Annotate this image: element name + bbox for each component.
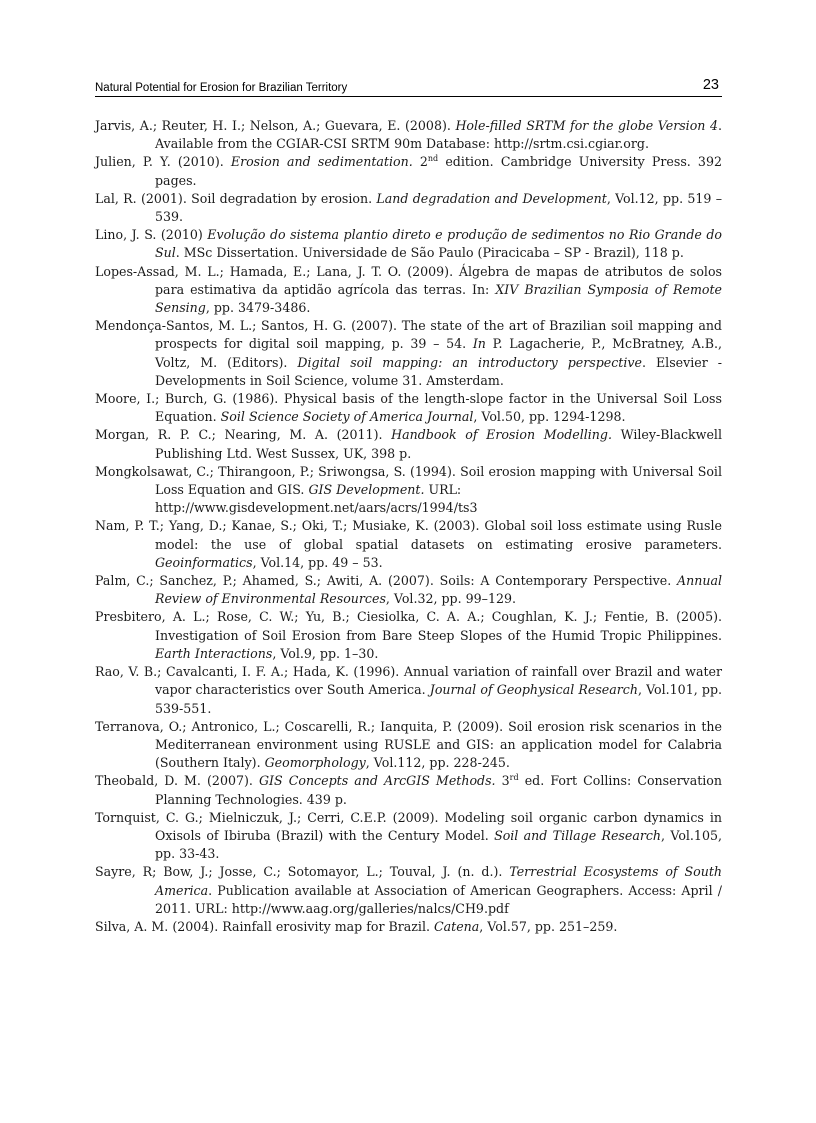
reference-entry (95, 718, 722, 773)
reference-text: . MSc Dissertation. Universidade de São Paulo (Piracicaba – SP - Brazil), 118 p. (175, 245, 684, 261)
reference-text: P. Lagacherie, P., McBratney, A.B., Voltz, M. (Editors). (155, 336, 722, 370)
reference-text: . Elsevier - Developments in Soil Science, volume 31. Amsterdam. (155, 354, 722, 388)
reference-italic-text: Annual Review of Environmental Resources (155, 573, 722, 607)
page-header (95, 78, 722, 97)
reference-italic-text: Land degradation and Development (376, 190, 607, 206)
reference-list (95, 117, 722, 936)
reference-entry (95, 190, 722, 226)
reference-italic-text: Geomorphology (264, 755, 366, 771)
reference-text: Mendonça-Santos, M. L.; Santos, H. G. (2007). The state of the art of Brazilian soil mapping and prospects for digital soil mapping, p. 39 – 54. (95, 318, 722, 352)
reference-text: Theobald, D. M. (2007). (95, 773, 259, 789)
reference-text: Rao, V. B.; Cavalcanti, I. F. A.; Hada, K. (1996). Annual variation of rainfall over Brazil and water vapor characteristics over South America. (95, 664, 722, 698)
reference-italic-text: GIS Development. (308, 482, 425, 498)
reference-italic-text: XIV Brazilian Symposia of Remote Sensing (155, 281, 722, 316)
reference-text: http://www.gisdevelopment.net/aars/acrs/1994/ts3 (155, 500, 478, 516)
reference-text: , pp. 3479-3486. (205, 300, 311, 316)
reference-text: , Vol.105, pp. 33-43. (155, 827, 722, 862)
reference-italic-text: Handbook of Erosion Modelling. (391, 427, 612, 443)
reference-text: 3 (495, 773, 510, 789)
reference-text: Presbitero, A. L.; Rose, C. W.; Yu, B.; Ciesiolka, C. A. A.; Coughlan, K. J.; Fentie, B. (2005). Investigation of Soil Erosion from Bare Steep Slopes of the Humid Tropic Philippines. (95, 609, 722, 643)
reference-superscript: rd (509, 773, 519, 783)
running-title: Natural Potential for Erosion for Brazilian Territory (95, 82, 348, 94)
reference-text: ed. Fort Collins: Conservation Planning Technologies. 439 p. (155, 773, 722, 807)
reference-italic-text: GIS Concepts and ArcGIS Methods. (258, 773, 496, 789)
reference-text: , Vol.32, pp. 99–129. (385, 591, 516, 607)
reference-entry (95, 608, 722, 663)
reference-text: , Vol.112, pp. 228-245. (365, 755, 510, 771)
reference-entry (95, 517, 722, 572)
reference-entry (95, 809, 722, 864)
reference-entry (95, 863, 722, 918)
reference-text: Wiley-Blackwell Publishing Ltd. West Sussex, UK, 398 p. (155, 427, 722, 461)
reference-italic-text: Soil and Tillage Research (494, 827, 662, 843)
reference-text: . Publication available at Association of American Geographers. Access: April / 2011. URL: http://www.aag.org/galleries/nalcs/CH9.pdf (155, 882, 722, 916)
reference-text: Lino, J. S. (2010) (95, 227, 208, 243)
reference-entry (95, 226, 722, 262)
reference-text: , Vol.50, pp. 1294-1298. (473, 409, 626, 425)
reference-italic-text: Earth Interactions (155, 645, 273, 661)
reference-entry (95, 153, 722, 189)
reference-text: Morgan, R. P. C.; Nearing, M. A. (2011). (95, 427, 392, 443)
reference-entry (95, 918, 722, 936)
reference-text: , Vol.57, pp. 251–259. (479, 918, 618, 934)
reference-text: , Vol.9, pp. 1–30. (272, 645, 379, 661)
reference-entry (95, 772, 722, 808)
reference-italic-text: Soil Science Society of America Journal (220, 409, 474, 425)
reference-italic-text: Catena (433, 918, 480, 934)
reference-italic-text: Journal of Geophysical Research (429, 682, 638, 698)
reference-text: Lopes-Assad, M. L.; Hamada, E.; Lana, J. T. O. (2009). Álgebra de mapas de atributos de solos para estimativa da aptidão agrícola das terras. In: (95, 263, 722, 297)
reference-text: , Vol.101, pp. 539-551. (155, 682, 723, 716)
page-number: 23 (702, 77, 719, 93)
reference-entry (95, 426, 722, 462)
reference-italic-text: Hole-filled SRTM for the globe Version 4 (455, 118, 718, 133)
reference-entry (95, 117, 722, 153)
reference-entry (95, 663, 722, 718)
reference-text: Nam, P. T.; Yang, D.; Kanae, S.; Oki, T.; Musiake, K. (2003). Global soil loss estimate using Rusle model: the use of global spatial datasets on estimating erosive parameters. (95, 518, 722, 552)
reference-italic-text: Geoinformatics (155, 554, 253, 570)
reference-entry (95, 463, 722, 518)
reference-text: , Vol.12, pp. 519 – 539. (155, 190, 722, 225)
reference-superscript: nd (427, 154, 439, 164)
reference-italic-text: Terrestrial Ecosystems of South America (155, 864, 722, 898)
reference-text: Moore, I.; Burch, G. (1986). Physical basis of the length-slope factor in the Universal Soil Loss Equation. (95, 391, 722, 425)
reference-italic-text: Evolução do sistema plantio direto e produção de sedimentos no Rio Grande do Sul (155, 227, 722, 261)
reference-text: Jarvis, A.; Reuter, H. I.; Nelson, A.; Guevara, E. (2008). (95, 118, 456, 133)
reference-text: Silva, A. M. (2004). Rainfall erosivity map for Brazil. (95, 918, 434, 934)
reference-entry (95, 390, 722, 426)
reference-text: Sayre, R; Bow, J.; Josse, C.; Sotomayor, L.; Touval, J. (n. d.). (95, 864, 510, 880)
reference-text: , Vol.14, pp. 49 – 53. (252, 554, 383, 570)
reference-text: Julien, P. Y. (2010). (95, 154, 231, 170)
reference-text: . Available from the CGIAR-CSI SRTM 90m Database: http://srtm.csi.cgiar.org. (155, 118, 722, 152)
reference-text: URL: (424, 482, 462, 498)
reference-text: Palm, C.; Sanchez, P.; Ahamed, S.; Awiti, A. (2007). Soils: A Contemporary Perspective. (95, 573, 678, 589)
reference-text: Tornquist, C. G.; Mielniczuk, J.; Cerri, C.E.P. (2009). Modeling soil organic carbon dynamics in Oxisols of Ibiruba (Brazil) with the Century Model. (95, 809, 722, 843)
reference-entry (95, 572, 722, 608)
reference-italic-text: Digital soil mapping: an introductory perspective (297, 354, 642, 370)
reference-italic-text: Erosion and sedimentation. (230, 154, 413, 170)
reference-text: 2 (412, 154, 428, 170)
reference-text: edition. Cambridge University Press. 392 pages. (155, 154, 722, 188)
reference-text: Mongkolsawat, C.; Thirangoon, P.; Sriwongsa, S. (1994). Soil erosion mapping with Universal Soil Loss Equation and GIS. (95, 463, 722, 498)
reference-entry (95, 317, 722, 390)
reference-text: Lal, R. (2001). Soil degradation by erosion. (95, 190, 377, 206)
reference-text: Terranova, O.; Antronico, L.; Coscarelli, R.; Ianquita, P. (2009). Soil erosion risk scenarios in the Mediterranean environment using RUSLE and GIS: an application model for Calabria (Southern Italy). (95, 718, 722, 771)
reference-entry (95, 263, 722, 318)
reference-italic-text: In (472, 336, 486, 352)
